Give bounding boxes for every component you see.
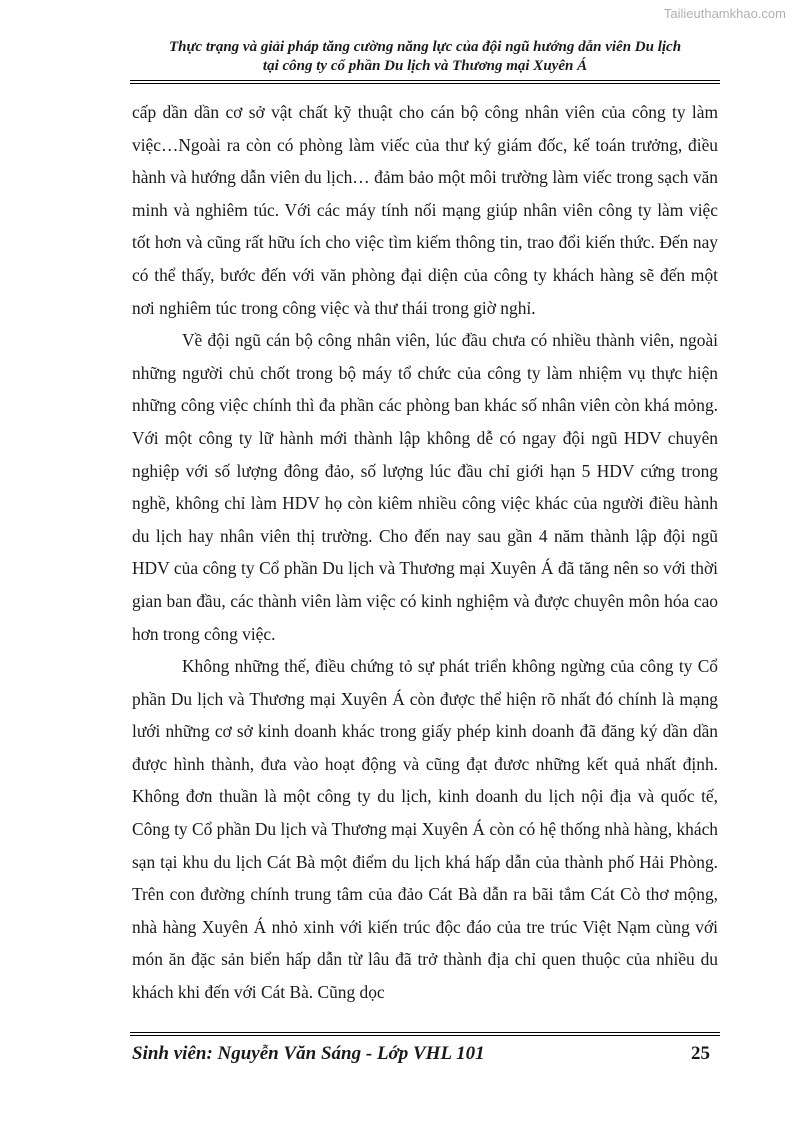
paragraph-3: Không những thế, điều chứng tỏ sự phát triển không ngừng của công ty Cổ phần Du lịch và Thương mại Xuyên Á còn được thể hiện rõ nhất đó chính là mạng lưới những cơ sở kinh doanh khác trong giấy phép kinh doanh đã đăng ký dần dần được hình thành, đưa vào hoạt động và cũng đạt đươc những kết quả nhất định. Không đơn thuần là một công ty du lịch, kinh doanh du lịch nội địa và quốc tế, Công ty Cổ phần Du lịch và Thương mại Xuyên Á còn có hệ thống nhà hàng, khách sạn tại khu du lịch Cát Bà một điểm du lịch khá hấp dẫn của thành phố Hải Phòng. Trên con đường chính trung tâm của đảo Cát Bà dẫn ra bãi tắm Cát Cò thơ mộng, nhà hàng Xuyên Á nhỏ xinh với kiến trúc độc đáo của tre trúc Việt Nạm cùng với món ăn đặc sản biển hấp dẫn từ lâu đã trở thành địa chỉ quen thuộc của nhiều du khách khi đến với Cát Bà. Cũng dọc: [132, 656, 718, 1003]
header-divider: [130, 80, 720, 84]
header-line-2: tại công ty cổ phần Du lịch và Thương mại Xuyên Á: [262, 58, 588, 74]
body-text: [132, 96, 718, 1009]
header-line-1: Thực trạng và giải pháp tăng cường năng lực của đội ngũ hướng dẫn viên Du lịch: [168, 39, 682, 55]
footer-student: Sinh viên: Nguyễn Văn Sáng - Lớp VHL 101: [132, 1043, 485, 1064]
footer-divider: [130, 1032, 720, 1036]
watermark: Tailieuthamkhao.com: [663, 6, 786, 21]
page-number: 25: [691, 1043, 710, 1064]
paragraph-1: cấp dần dần cơ sở vật chất kỹ thuật cho cán bộ công nhân viên của công ty làm việc…Ngoài ra còn có phòng làm viếc của thư ký giám đốc, kế toán trưởng, điều hành và hướng dẫn viên du lịch… đảm bảo một môi trường làm viếc trong sạch văn minh và nghiêm túc. Với các máy tính nối mạng giúp nhân viên công ty làm việc tốt hơn và cũng rất hữu ích cho việc tìm kiếm thông tin, trao đổi kiến thức. Đến nay có thể thấy, bước đến với văn phòng đại diện của công ty khách hàng sẽ đến một nơi nghiêm túc trong công việc và thư thái trong giờ nghỉ.: [132, 102, 718, 318]
running-header: [130, 38, 720, 76]
paragraph-2: Về đội ngũ cán bộ công nhân viên, lúc đầu chưa có nhiều thành viên, ngoài những người chủ chốt trong bộ máy tổ chức của công ty làm nhiệm vụ thực hiện những công việc chính thì đa phần các phòng ban khác số nhân viên còn khá mỏng. Với một công ty lữ hành mới thành lập không dễ có ngay đội ngũ HDV chuyên nghiệp với số lượng đông đảo, số lượng lúc đầu chỉ giới hạn 5 HDV cứng trong nghề, không chỉ làm HDV họ còn kiêm nhiều công việc khác của người điều hành du lịch hay nhân viên thị trường. Cho đến nay sau gần 4 năm thành lập đội ngũ HDV của công ty Cổ phần Du lịch và Thương mại Xuyên Á đã tăng nên so với thời gian ban đầu, các thành viên làm việc có kinh nghiệm và được chuyên môn hóa cao hơn trong công việc.: [132, 330, 718, 644]
